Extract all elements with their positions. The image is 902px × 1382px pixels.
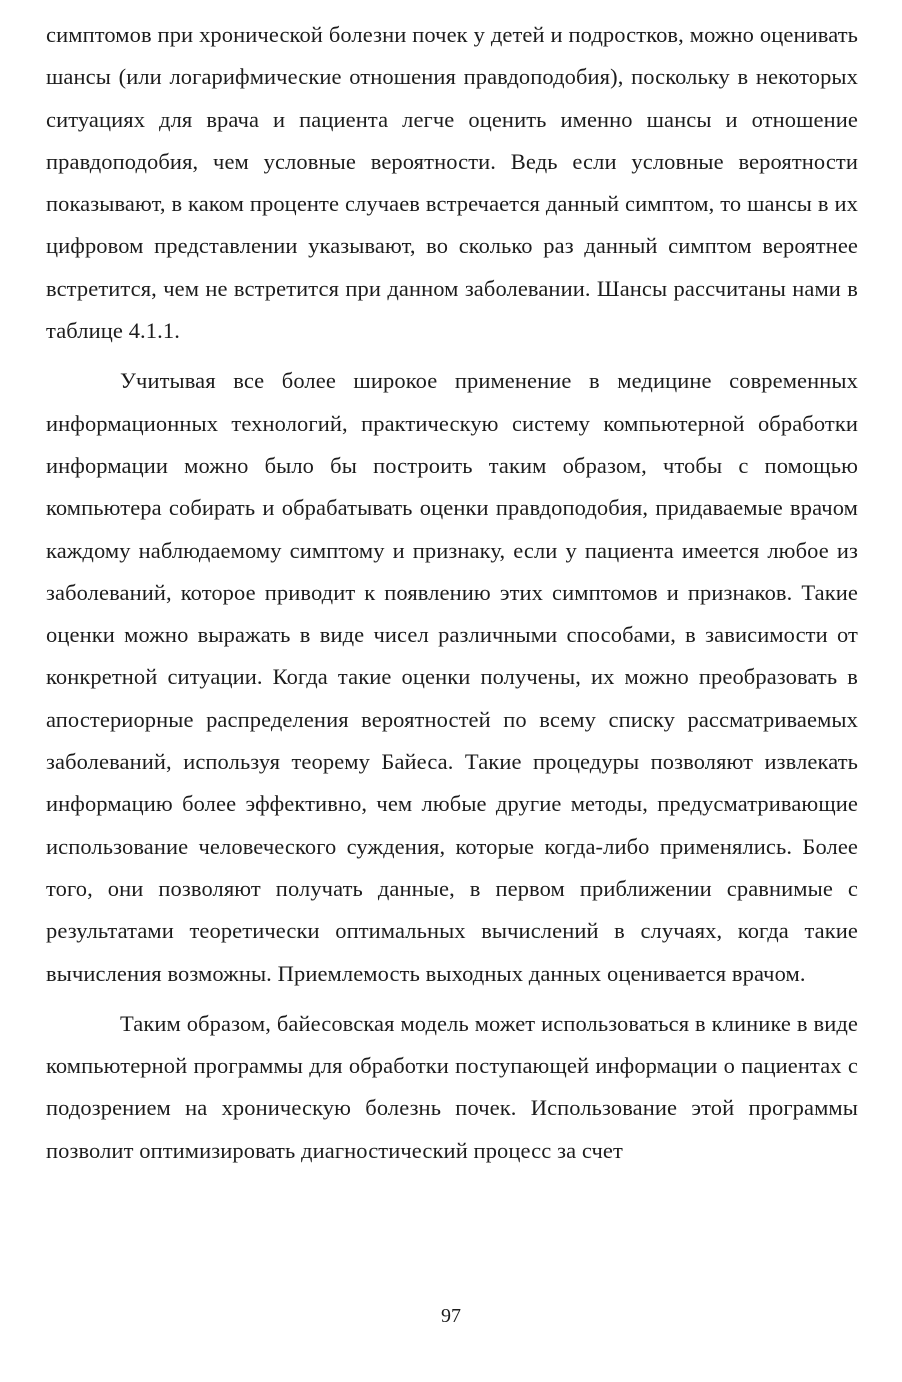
body-text xyxy=(46,14,858,1172)
page-number: 97 xyxy=(441,1305,461,1327)
paragraph-2: Учитывая все более широкое применение в медицине современных информационных технологий, практическую систему компьютерной обработки информации можно было бы построить таким образом, чтобы с помощью компьютера собирать и обрабатывать оценки правдоподобия, придаваемые врачом каждому наблюдаемому симптому и признаку, если у пациента имеется любое из заболеваний, которое приводит к появлению этих симптомов и признаков. Такие оценки можно выражать в виде чисел различными способами, в зависимости от конкретной ситуации. Когда такие оценки получены, их можно преобразовать в апостериорные распределения вероятностей по всему списку рассматриваемых заболеваний, используя теорему Байеса. Такие процедуры позволяют извлекать информацию более эффективно, чем любые другие методы, предусматривающие использование человеческого суждения, которые когда-либо применялись. Более того, они позволяют получать данные, в первом приближении сравнимые с результатами теоретически оптимальных вычислений в случаях, когда такие вычисления возможны. Приемлемость выходных данных оценивается врачом. xyxy=(46,368,858,986)
paragraph-3: Таким образом, байесовская модель может использоваться в клинике в виде компьютерной программы для обработки поступающей информации о пациентах с подозрением на хроническую болезнь почек. Использование этой программы позволит оптимизировать диагностический процесс за счет xyxy=(46,1010,858,1163)
paragraph-1: симптомов при хронической болезни почек у детей и подростков, можно оценивать шансы (или логарифмические отношения правдоподобия), поскольку в некоторых ситуациях для врача и пациента легче оценить именно шансы и отношение правдоподобия, чем условные вероятности. Ведь если условные вероятности показывают, в каком проценте случаев встречается данный симптом, то шансы в их цифровом представлении указывают, во сколько раз данный симптом вероятнее встретится, чем не встретится при данном заболевании. Шансы рассчитаны нами в таблице 4.1.1. xyxy=(46,22,858,344)
